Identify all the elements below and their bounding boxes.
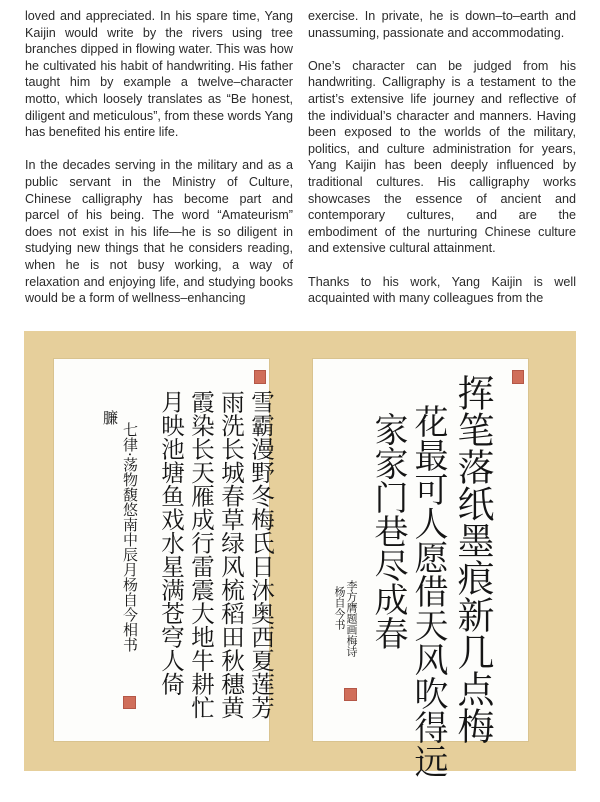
calligraphy-scroll-right xyxy=(312,358,529,778)
scroll-left-column-2: 雨洗长城春草绿风梳稻田秋穗黄 xyxy=(217,390,245,719)
scroll-left-column-1: 雪霸漫野冬梅氏日沐奥西夏莲芳 xyxy=(247,390,275,719)
scroll-left-colophon: 七律·荡物馥悠南中辰月杨自今相书 xyxy=(121,422,139,652)
scroll-right-colophon-signature: 杨自今书 xyxy=(333,586,346,630)
seal-top-right-scroll xyxy=(512,370,524,384)
paragraph-colleagues: Thanks to his work, Yang Kaijin is well acquainted with many colleagues from the xyxy=(308,274,576,306)
scroll-right-colophon-title: 李方膺题画梅诗 xyxy=(345,580,358,657)
scroll-right-column-3: 家家门巷尽成春 xyxy=(368,412,408,650)
paragraph-character: One’s character can be judged from his handwriting. Calligraphy is a testament to the artist’s extensive life journey and reflective of the individual’s character and manners. Having been exposed to the worlds of the military, politics, and culture administration for years, Yang Kaijin has been deeply influenced by traditional cultures. His calligraphy works showcases the essence of ancient and contemporary cultures, and are the embodiment of the nurturing Chinese culture and extensive cultural attainment. xyxy=(308,58,576,256)
calligraphy-scroll-left xyxy=(53,358,275,742)
paragraph-handwriting-origin: loved and appreciated. In his spare time, Yang Kaijin would write by the rivers using tree branches dipped in flowing water. This was how he cultivated his habit of handwriting. His father taught him by example a twelve–character motto, which loosely translates as “Be honest, diligent and meticulous”, from these words Yang has benefited his entire life. xyxy=(25,9,293,140)
scroll-left-colophon-2: 臁 xyxy=(101,410,119,425)
article-left-column xyxy=(25,8,293,323)
scroll-right-column-2: 花最可人愿借天风吹得远 xyxy=(408,404,448,778)
scroll-right-column-1: 挥笔落纸墨痕新几点梅 xyxy=(451,374,494,744)
seal-signature-left-scroll xyxy=(123,696,136,709)
scroll-left-column-4: 月映池塘鱼戏水星满苍穹人倚 xyxy=(157,390,185,696)
paragraph-military-service: In the decades serving in the military and as a public servant in the Ministry of Culture, Chinese calligraphy has become part and parcel of his being. The word “Amateurism” does not exist in his life—he is so diligent in studying new things that he considers reading, when he is not busy working, a way of relaxation and enjoying life, and studying books would be a form of wellness–enhancing xyxy=(25,158,293,306)
paragraph-private-life: exercise. In private, he is down–to–earth and unassuming, passionate and accommodating. xyxy=(308,9,576,40)
seal-top-left-scroll xyxy=(254,370,266,384)
seal-signature-right-scroll xyxy=(344,688,357,701)
calligraphy-photo xyxy=(24,331,576,778)
article-right-column xyxy=(308,8,576,323)
scroll-left-column-3: 霞染长天雁成行雷震大地牛耕忙 xyxy=(187,390,215,719)
